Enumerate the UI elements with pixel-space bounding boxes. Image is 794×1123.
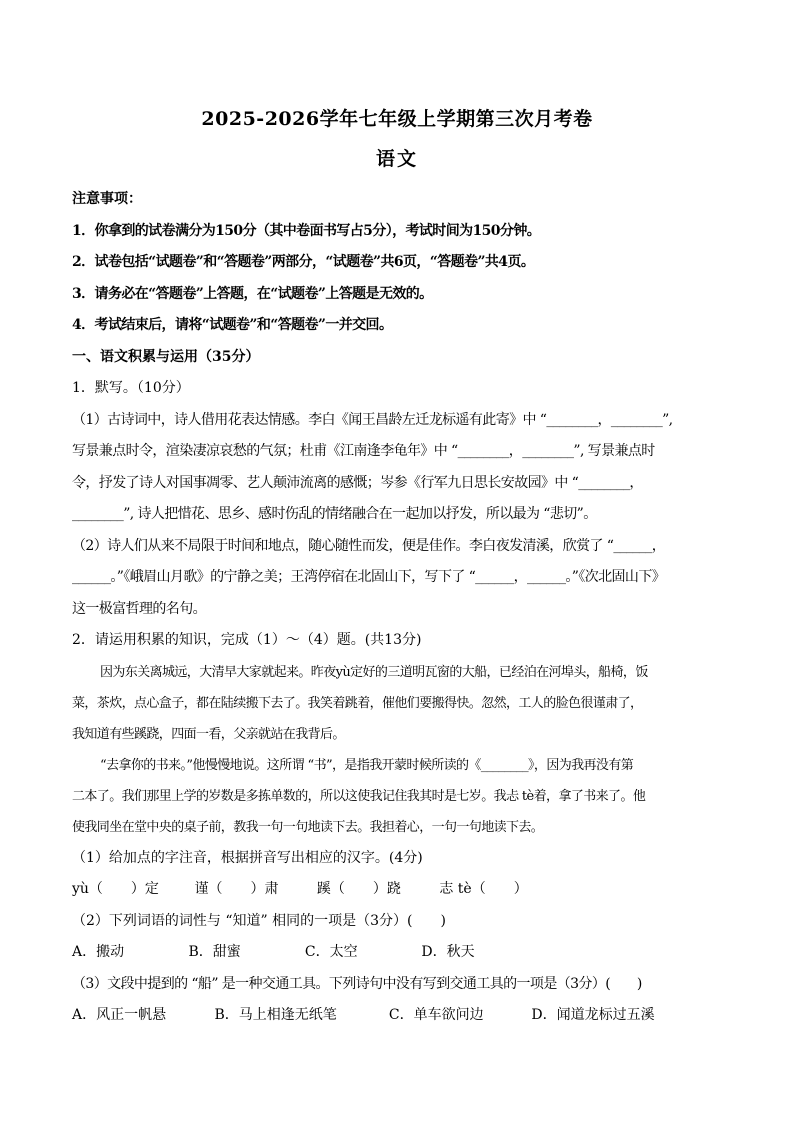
passage-line-3: 我知道有些蹊跷，四面一看，父亲就站在我背后。 (72, 726, 345, 742)
q2-sub2-text: （2）下列词语的词性与 “知道” 相同的一项是（3分）( ) (72, 912, 446, 929)
q2-passage (72, 657, 724, 843)
q2-sub3-text: （3）文段中提到的 “船” 是一种交通工具。下列诗句中没有写到交通工具的一项是（3分）( ) (72, 975, 642, 992)
pinyin-item-1: yù（ ）定 (72, 881, 159, 897)
passage-line-6: 使我同坐在堂中央的桌子前，教我一句一句地读下去。我担着心，一句一句地读下去。 (72, 819, 544, 835)
sub2-option-a: A．搬动 (72, 944, 125, 960)
q1-p1-line-1: （1）古诗词中，诗人借用花表达情感。李白《闻王昌龄左迁龙标遥有此寄》中 “________，________”, (72, 411, 673, 428)
q1-p2-line-1: （2）诗人们从来不局限于时间和地点，随心随性而发，便是佳作。李白夜发清溪，欣赏了 “______， (72, 537, 666, 554)
passage-line-2: 菜，茶炊，点心盒子，都在陆续搬下去了。我笑着跳着，催他们要搬得快。忽然，工人的脸色很谨肃了， (72, 695, 643, 711)
q2-sub3-options (72, 1000, 724, 1032)
q2-sub1-items (72, 874, 724, 906)
q1-p1-line-4: ________”, 诗人把惜花、思乡、感时伤乱的情绪融合在一起加以抒发，所以最为 “悲切”。 (72, 506, 597, 522)
notice-item-4: 4．考试结束后，请将“试题卷”和“答题卷”一并交回。 (72, 317, 393, 333)
passage-line-5: 二本了。我们那里上学的岁数是多拣单数的，所以这使我记住我其时是七岁。我忐 tè着，拿了书来了。他 (72, 788, 646, 804)
passage-line-4: “去拿你的书来。”他慢慢地说。这所谓 “书”，是指我开蒙时候所读的《________》，因为我再没有第 (100, 757, 634, 773)
sub2-option-b: B．甜蜜 (188, 944, 241, 960)
q2-heading: 2．请运用积累的知识，完成（1）～（4）题。(共13分) (72, 632, 422, 648)
sub2-option-c: C．太空 (304, 944, 358, 960)
sub3-option-c: C．单车欲问边 (388, 1007, 484, 1023)
section1-heading: 一、语文积累与运用（35分） (72, 348, 260, 365)
sub2-option-d: D．秋天 (421, 944, 475, 960)
notice-item-3: 3．请务必在“答题卷”上答题，在“试题卷”上答题是无效的。 (72, 285, 433, 302)
q1-p2-line-2: ______。”《峨眉山月歌》的宁静之美；王湾停宿在北固山下，写下了 “______，______。”《次北固山下》 (72, 569, 666, 585)
pinyin-item-2: 谨（ ）肃 (194, 881, 279, 897)
notice-item-2: 2．试卷包括“试题卷”和“答题卷”两部分，“试题卷”共6页，“答题卷”共4页。 (72, 254, 535, 270)
q1-heading: 1．默写。（10分） (72, 380, 190, 396)
exam-subject: 语文 (375, 148, 418, 170)
passage-line-1: 因为东关离城远，大清早大家就起来。昨夜yù定好的三道明瓦窗的大船，已经泊在河埠头，船椅，饭 (100, 664, 648, 680)
sub3-option-d: D．闻道龙标过五溪 (531, 1007, 655, 1023)
notice-item-1: 1．你拿到的试卷满分为150分（其中卷面书写占5分），考试时间为150分钟。 (72, 222, 541, 239)
q1-p2-line-3: 这一极富哲理的名句。 (72, 600, 206, 617)
notice-heading: 注意事项： (72, 191, 142, 207)
pinyin-item-3: 蹊（ ）跷 (316, 881, 401, 897)
exam-content (72, 184, 724, 1032)
q1-p1-line-2: 写景兼点时令，渲染凄凉哀愁的气氛；杜甫《江南逢李龟年》中 “________，________”, 写景兼点时 (72, 443, 655, 459)
q2-sub2-options (72, 937, 724, 969)
pinyin-item-4: 志 tè（ ） (439, 881, 528, 897)
q2-sub1-text: （1）给加点的字注音，根据拼音写出相应的汉字。(4分) (72, 849, 423, 866)
sub3-option-a: A．风正一帆悬 (72, 1007, 167, 1023)
sub3-option-b: B．马上相逢无纸笔 (214, 1007, 337, 1023)
exam-title: 2025-2026学年七年级上学期第三次月考卷 (201, 108, 593, 130)
q1-p1-line-3: 令，抒发了诗人对国事凋零、艺人颠沛流离的感慨；岑参《行军九日思长安故园》中 “________， (72, 474, 643, 491)
